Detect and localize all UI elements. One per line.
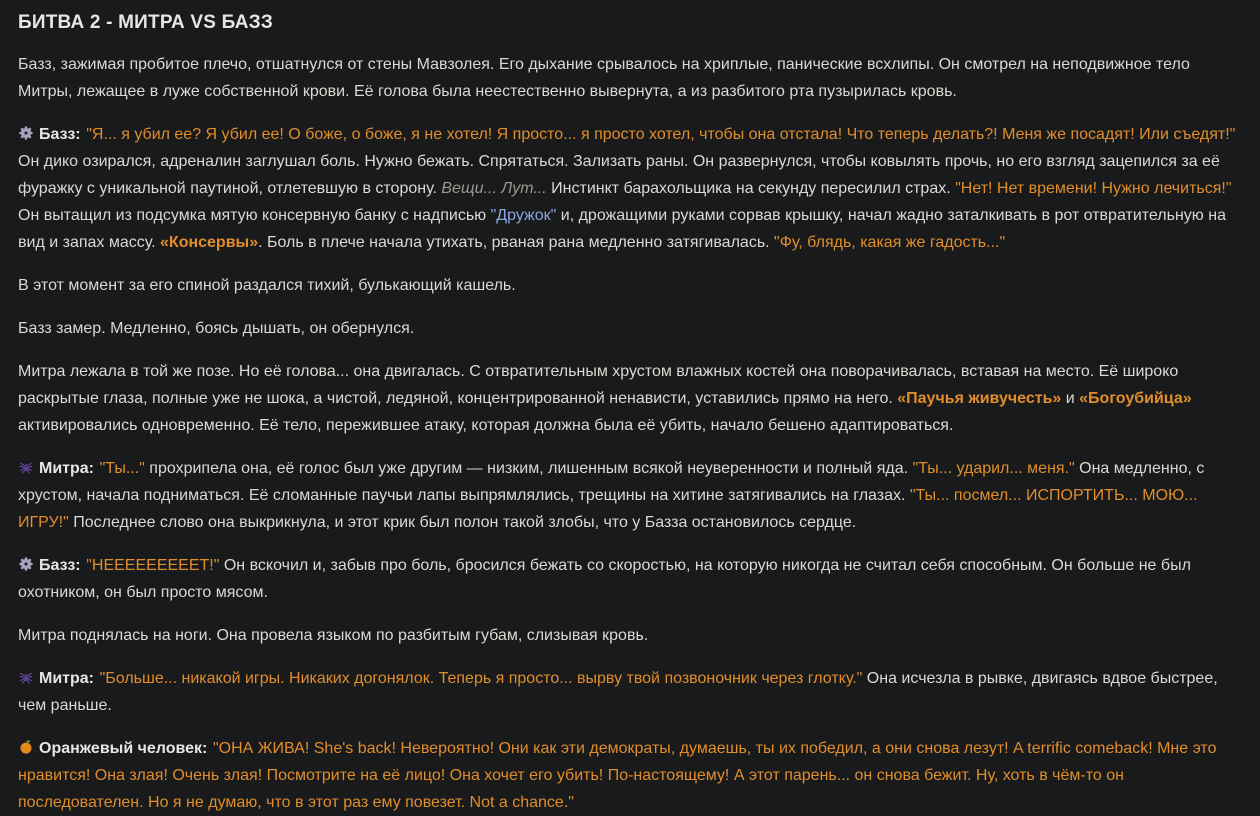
speaker-name: Базз: bbox=[39, 126, 81, 143]
tangerine-icon bbox=[18, 739, 34, 755]
narration-text: Она медленно, с хрустом, начала подниматься. Её сломанные паучьи лапы выпрямлялись, трещины на хитине затягивались на глазах. bbox=[18, 460, 1205, 504]
narration-text: Базз, зажимая пробитое плечо, отшатнулся от стены Мавзолея. Его дыхание срывалось на хриплые, панические всхлипы. Он смотрел на неподвижное тело Митры, лежащее в луже собственной крови. Её голова была неестественно вывернута, а из разбитого рта пузырилась кровь. bbox=[18, 56, 1190, 100]
quote-text: "НЕЕЕЕЕЕЕЕЕТ!" bbox=[86, 557, 220, 574]
narration-text: Он вытащил из подсумка мятую консервную банку с надписью bbox=[18, 207, 491, 224]
narration-text: Митра поднялась на ноги. Она провела языком по разбитым губам, слизывая кровь. bbox=[18, 627, 649, 644]
narration-paragraph bbox=[18, 315, 1240, 342]
quote-text: "ОНА ЖИВА! She's back! Невероятно! Они как эти демократы, думаешь, ты их победил, а они снова лезут! A terrific comeback! Мне это нравится! Она злая! Очень злая! Посмотрите на её лицо! Она хочет его убить! По-настоящему! А этот парень... он снова бежит. Ну, хоть в чём-то он последователен. Но я не думаю, что в этот раз ему повезет. Not a chance." bbox=[18, 740, 1217, 811]
spider-icon bbox=[18, 459, 34, 475]
ability-term: «Консервы» bbox=[160, 234, 259, 251]
spider-icon bbox=[18, 669, 34, 685]
narration-text: Митра лежала в той же позе. Но её голова... она двигалась. С отвратительным хрустом влажных костей она поворачивалась, вставая на место. Её широко раскрытые глаза, полные уже не шока, а чистой, ледяной, концентрированной ненависти, уставились прямо на него. bbox=[18, 363, 1179, 407]
narration-paragraph bbox=[18, 51, 1240, 105]
gear-icon bbox=[18, 556, 34, 572]
ability-term: «Богоубийца» bbox=[1079, 390, 1192, 407]
narration-text: В этот момент за его спиной раздался тихий, булькающий кашель. bbox=[18, 277, 516, 294]
quote-text: "Ты... посмел... ИСПОРТИТЬ... МОЮ... ИГРУ!" bbox=[18, 487, 1198, 531]
narration-text: . Боль в плече начала утихать, рваная рана медленно затягивалась. bbox=[258, 234, 775, 251]
narration-text: активировались одновременно. Её тело, пережившее атаку, которая должна была её убить, начало бешено адаптироваться. bbox=[18, 417, 954, 434]
quote-text: "Фу, блядь, какая же гадость..." bbox=[774, 234, 1006, 251]
bazz-message bbox=[18, 121, 1240, 256]
speaker-name: Оранжевый человек: bbox=[39, 740, 208, 757]
speaker-name: Базз: bbox=[39, 557, 81, 574]
gear-icon bbox=[18, 125, 34, 141]
inner-thought-text: Вещи... Лут... bbox=[441, 180, 547, 197]
orange-man-message bbox=[18, 735, 1240, 816]
quote-text: "Нет! Нет времени! Нужно лечиться!" bbox=[955, 180, 1232, 197]
narration-text: и bbox=[1061, 390, 1080, 407]
ability-term: «Паучья живучесть» bbox=[897, 390, 1062, 407]
narration-text: и, дрожащими руками сорвав крышку, начал жадно заталкивать в рот отвратительную на вид и запах массу. bbox=[18, 207, 1226, 251]
speaker-name: Митра: bbox=[39, 460, 94, 477]
quote-text: "Больше... никакой игры. Никаких догонялок. Теперь я просто... вырву твой позвоночник через глотку." bbox=[99, 670, 863, 687]
quote-text: "Я... я убил ее? Я убил ее! О боже, о боже, я не хотел! Я просто... я просто хотел, чтобы она отстала! Что теперь делать?! Меня же посадят! Или съедят!" bbox=[86, 126, 1236, 143]
narration-text: Базз замер. Медленно, боясь дышать, он обернулся. bbox=[18, 320, 415, 337]
narration-paragraph bbox=[18, 272, 1240, 299]
page-title: БИТВА 2 - МИТРА VS БАЗЗ bbox=[18, 12, 273, 33]
quote-text: "Ты..." bbox=[99, 460, 145, 477]
narration-text: Она исчезла в рывке, двигаясь вдвое быстрее, чем раньше. bbox=[18, 670, 1218, 714]
narration-paragraph bbox=[18, 358, 1240, 439]
quote-text: "Ты... ударил... меня." bbox=[912, 460, 1075, 477]
narration-text: Он дико озирался, адреналин заглушал боль. Нужно бежать. Спрятаться. Зализать раны. Он развернулся, чтобы ковылять прочь, но его взгляд зацепился за её фуражку с уникальной паутиной, отлетевшую в сторону. bbox=[18, 153, 1220, 197]
narration-text: Последнее слово она выкрикнула, и этот крик был полон такой злобы, что у Базза остановилось сердце. bbox=[68, 514, 857, 531]
mitra-message bbox=[18, 455, 1240, 536]
narration-text: Инстинкт барахольщика на секунду пересилил страх. bbox=[546, 180, 956, 197]
narration-paragraph bbox=[18, 622, 1240, 649]
mitra-message bbox=[18, 665, 1240, 719]
item-name-text: "Дружок" bbox=[490, 207, 557, 224]
speaker-name: Митра: bbox=[39, 670, 94, 687]
narration-text: прохрипела она, её голос был уже другим — низким, лишенным всякой неуверенности и полный яда. bbox=[144, 460, 913, 477]
story-content bbox=[18, 51, 1240, 816]
bazz-message bbox=[18, 552, 1240, 606]
narration-text: Он вскочил и, забыв про боль, бросился бежать со скоростью, на которую никогда не считал себя способным. Он больше не был охотником, он был просто мясом. bbox=[18, 557, 1191, 601]
